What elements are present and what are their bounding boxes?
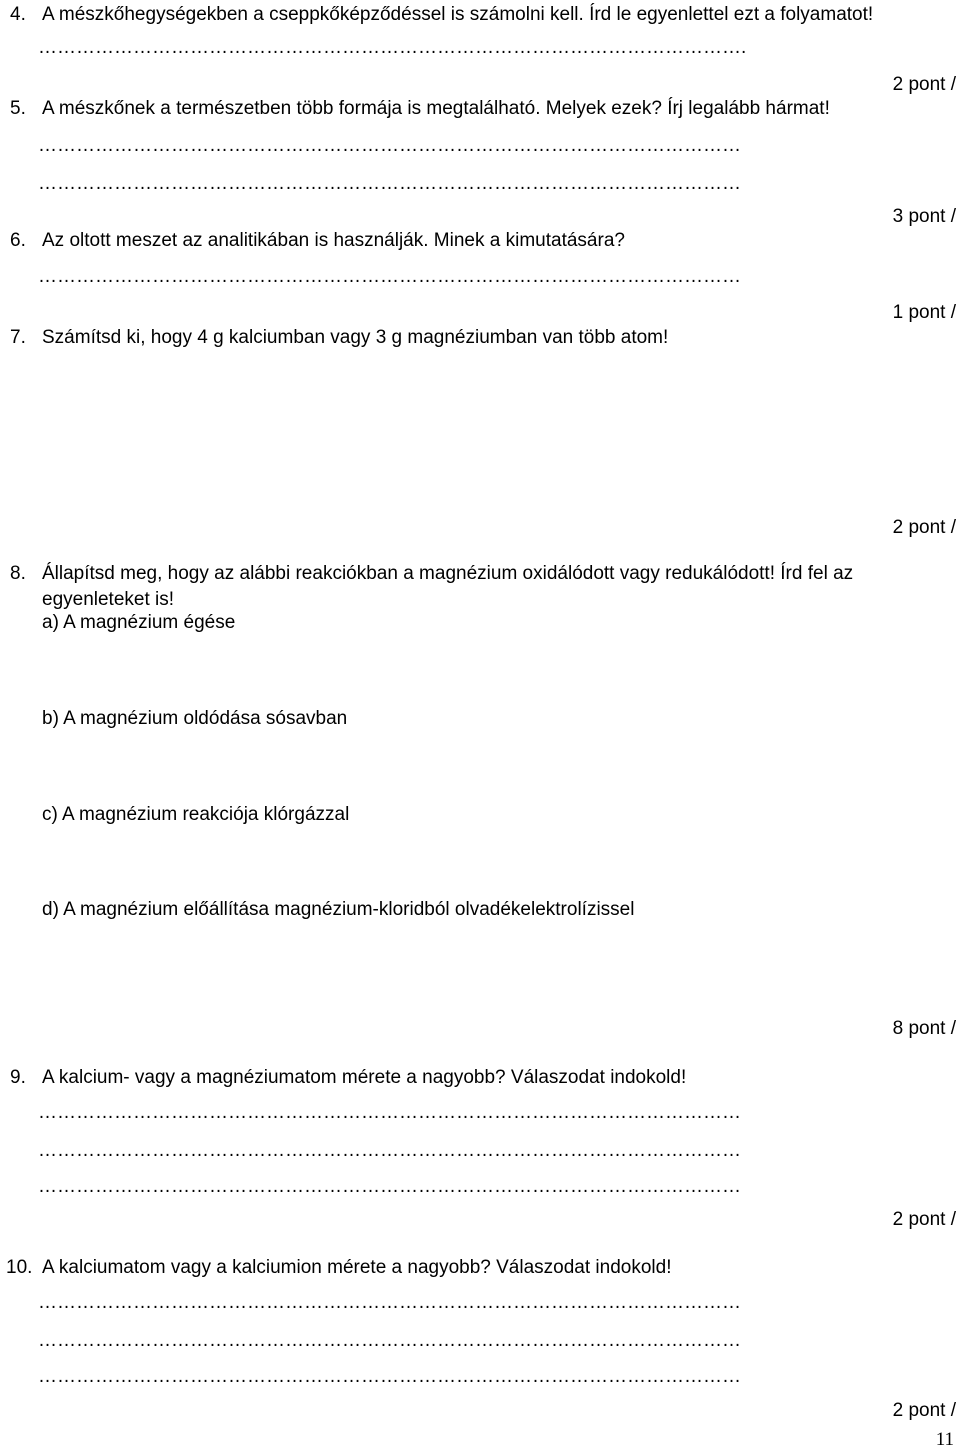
q5-points: 3 pont / — [892, 206, 956, 227]
q6-points: 1 pont / — [892, 302, 956, 323]
q7-number: 7. — [10, 327, 26, 348]
q10-answer-line-3[interactable]: ………………………………………………………………………………………………… — [38, 1366, 741, 1387]
q8-sub-b: b) A magnézium oldódása sósavban — [42, 708, 348, 729]
q5-answer-line-2[interactable]: ………………………………………………………………………………………………… — [38, 173, 741, 194]
q9-answer-line-1[interactable]: ………………………………………………………………………………………………… — [38, 1102, 741, 1123]
q4-number: 4. — [10, 4, 26, 25]
q7-points: 2 pont / — [892, 517, 956, 538]
q7-text: Számítsd ki, hogy 4 g kalciumban vagy 3 g magnéziumban van több atom! — [42, 327, 669, 348]
q10-number: 10. — [6, 1257, 33, 1278]
q10-points: 2 pont / — [892, 1400, 956, 1421]
q9-text: A kalcium- vagy a magnéziumatom mérete a nagyobb? Válaszodat indokold! — [42, 1067, 687, 1088]
q9-answer-line-2[interactable]: ………………………………………………………………………………………………… — [38, 1140, 741, 1161]
q9-answer-line-3[interactable]: ………………………………………………………………………………………………… — [38, 1176, 741, 1197]
q10-text: A kalciumatom vagy a kalciumion mérete a nagyobb? Válaszodat indokold! — [42, 1257, 672, 1278]
q8-sub-a: a) A magnézium égése — [42, 612, 236, 633]
q5-number: 5. — [10, 98, 26, 119]
q6-text: Az oltott meszet az analitikában is használják. Minek a kimutatására? — [42, 230, 625, 251]
q5-answer-line-1[interactable]: ………………………………………………………………………………………………… — [38, 135, 741, 156]
q4-text: A mészkőhegységekben a cseppkőképződéssel is számolni kell. Írd le egyenlettel ezt a folyamatot! — [42, 4, 874, 25]
q10-answer-line-2[interactable]: ………………………………………………………………………………………………… — [38, 1330, 741, 1351]
q8-sub-c: c) A magnézium reakciója klórgázzal — [42, 804, 350, 825]
q8-points: 8 pont / — [892, 1018, 956, 1039]
q8-text: Állapítsd meg, hogy az alábbi reakciókban a magnézium oxidálódott vagy redukálódott! Írd fel az egyenleteket is! — [42, 563, 854, 610]
q8-sub-d: d) A magnézium előállítása magnézium-kloridból olvadékelektrolízissel — [42, 899, 635, 920]
q9-points: 2 pont / — [892, 1209, 956, 1230]
q10-answer-line-1[interactable]: ………………………………………………………………………………………………… — [38, 1292, 741, 1313]
q4-points: 2 pont / — [892, 74, 956, 95]
q6-number: 6. — [10, 230, 26, 251]
q4-answer-line-1[interactable]: …………………………………………………………………………………………………. — [38, 37, 747, 58]
q5-text: A mészkőnek a természetben több formája is megtalálható. Melyek ezek? Írj legalább hármat! — [42, 98, 830, 119]
page-number: 11 — [935, 1429, 954, 1450]
q9-number: 9. — [10, 1067, 26, 1088]
q8-number: 8. — [10, 563, 26, 584]
q6-answer-line-1[interactable]: ………………………………………………………………………………………………… — [38, 266, 741, 287]
